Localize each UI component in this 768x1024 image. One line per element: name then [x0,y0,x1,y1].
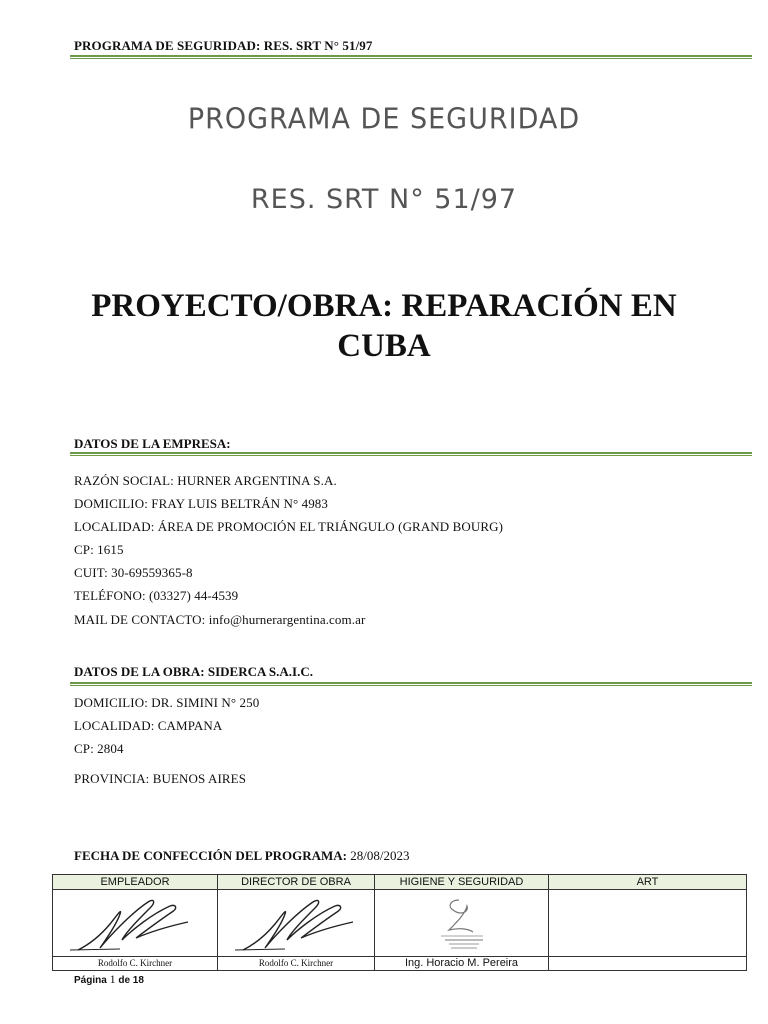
sig-name-higiene: Ing. Horacio M. Pereira [375,957,549,971]
obra-localidad: LOCALIDAD: CAMPANA [74,718,223,733]
obra-provincia: PROVINCIA: BUENOS AIRES [74,771,247,786]
signature-scribble [221,892,371,956]
sig-cell-empleador [53,890,218,957]
sig-name-art [549,957,747,971]
empresa-telefono: TELÉFONO: (03327) 44-4539 [74,588,239,603]
empresa-section-title: DATOS DE LA EMPRESA: [74,436,231,451]
sig-cell-director [218,890,375,957]
page-of: de 18 [118,975,144,986]
page-current: 1 [109,972,116,986]
signature-table [52,874,747,971]
empresa-mail: MAIL DE CONTACTO: info@hurnerargentina.com.ar [74,612,366,627]
obra-section-title: DATOS DE LA OBRA: SIDERCA S.A.I.C. [74,664,313,679]
sig-header-art: ART [549,875,747,890]
sig-name-director: Rodolfo C. Kirchner [218,957,375,971]
empresa-cuit: CUIT: 30-69559365-8 [74,565,193,580]
sig-cell-art [549,890,747,957]
sig-cell-higiene [375,890,549,957]
empresa-razon-social: RAZÓN SOCIAL: HURNER ARGENTINA S.A. [74,473,337,488]
empresa-domicilio: DOMICILIO: FRAY LUIS BELTRÁN N° 4983 [74,496,329,511]
sig-header-director: DIRECTOR DE OBRA [218,875,375,890]
fecha-value: 28/08/2023 [350,848,410,863]
sig-header-higiene: HIGIENE Y SEGURIDAD [375,875,549,890]
project-title-line1: PROYECTO/OBRA: REPARACIÓN EN [91,288,677,324]
page-number [74,972,144,987]
signature-with-stamp [387,892,537,956]
sig-header-empleador: EMPLEADOR [53,875,218,890]
cover-title-line2: RES. SRT N° 51/97 [250,184,518,215]
obra-rule [70,682,752,686]
sig-name-empleador: Rodolfo C. Kirchner [53,957,218,971]
fecha-confeccion [74,848,410,864]
empresa-cp: CP: 1615 [74,542,124,557]
empresa-localidad: LOCALIDAD: ÁREA DE PROMOCIÓN EL TRIÁNGULO (GRAND BOURG) [74,519,504,534]
cover-title-line1: PROGRAMA DE SEGURIDAD [187,103,581,136]
project-title-line2: CUBA [337,328,431,364]
project-title [40,286,728,366]
running-header: PROGRAMA DE SEGURIDAD: RES. SRT N° 51/97 [74,38,373,53]
header-rule [70,55,752,59]
page-label: Página [74,975,107,986]
obra-domicilio: DOMICILIO: DR. SIMINI N° 250 [74,695,260,710]
fecha-label: FECHA DE CONFECCIÓN DEL PROGRAMA: [74,848,348,863]
signature-scribble [60,892,210,956]
empresa-rule [70,452,752,456]
obra-cp: CP: 2804 [74,741,124,756]
